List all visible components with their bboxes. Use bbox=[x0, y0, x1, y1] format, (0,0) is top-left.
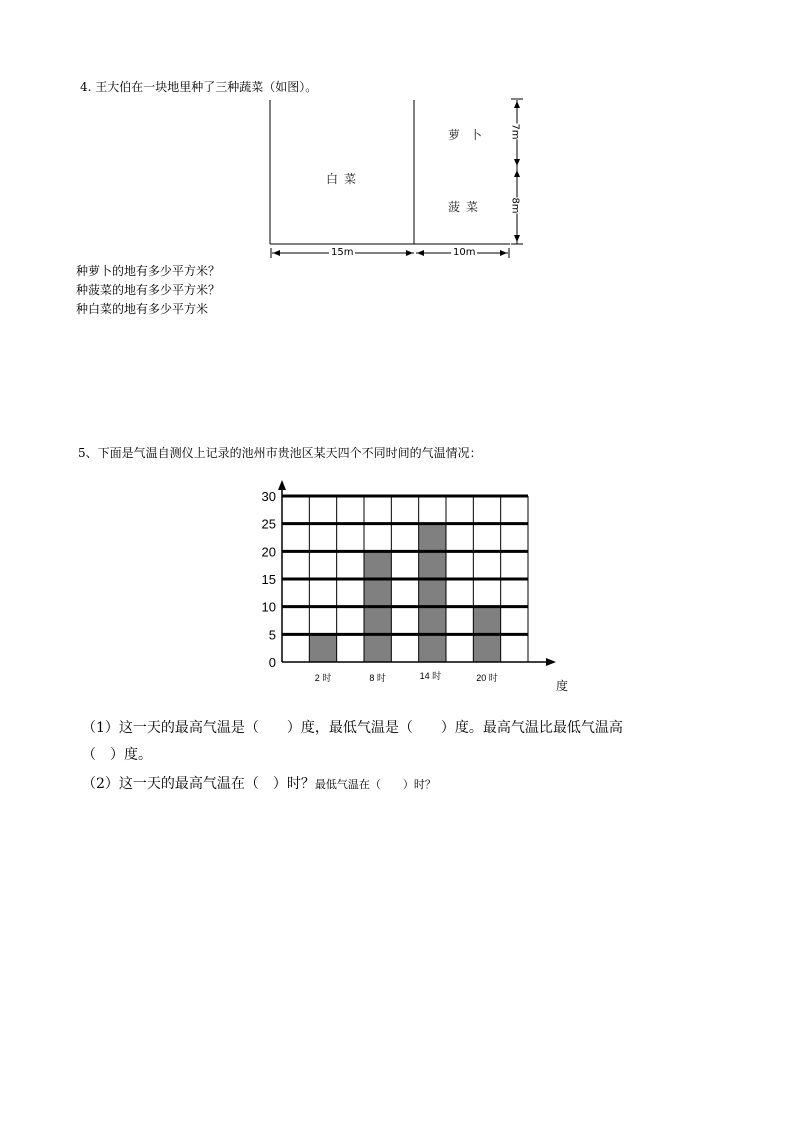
x-category-label: 20 时 bbox=[476, 673, 498, 683]
y-unit-label: 度 bbox=[556, 679, 569, 693]
x-category-label: 14 时 bbox=[419, 671, 442, 681]
width-left-label: 15m bbox=[331, 247, 354, 258]
x-axis-arrow bbox=[546, 658, 556, 666]
q4-question-1: 种萝卜的地有多少平方米？ bbox=[76, 264, 221, 278]
radish-label: 萝卜 bbox=[448, 128, 493, 142]
q5-sub2-part1: （2）这一天的最高气温在（ ）时？ bbox=[82, 776, 315, 792]
y-tick-label: 10 bbox=[261, 599, 276, 615]
x-category-label: 2 时 bbox=[314, 673, 332, 683]
q5-sub1-line1: （1）这一天的最高气温是（ ）度，最低气温是（ ）度。最高气温比最低气温高 bbox=[82, 720, 623, 736]
y-tick-label: 20 bbox=[261, 544, 276, 560]
q4-question-3: 种白菜的地有多少平方米 bbox=[76, 302, 209, 316]
x-category-label: 8 时 bbox=[369, 673, 386, 683]
q5-title: 5、下面是气温自测仪上记录的池州市贵池区某天四个不同时间的气温情况： bbox=[78, 446, 482, 460]
height-bottom-label: 8m bbox=[509, 197, 521, 214]
y-tick-label: 25 bbox=[261, 516, 276, 532]
q5-sub2 bbox=[82, 773, 436, 793]
bar-14时 bbox=[419, 524, 446, 662]
q5-sub2-part2: 最低气温在（ ）时？ bbox=[314, 778, 436, 791]
height-top-label: 7m bbox=[509, 123, 521, 140]
cabbage-label: 白菜 bbox=[326, 172, 363, 186]
y-tick-label: 0 bbox=[268, 655, 276, 670]
bar-2时 bbox=[309, 634, 336, 662]
spinach-label: 菠菜 bbox=[448, 200, 485, 214]
width-right-label: 10m bbox=[453, 247, 476, 258]
q4-question-2: 种菠菜的地有多少平方米？ bbox=[76, 283, 221, 297]
y-tick-label: 15 bbox=[261, 572, 276, 587]
y-axis-arrow bbox=[278, 480, 286, 490]
q5-sub1-line2: （ ）度。 bbox=[82, 747, 152, 763]
q4-title: 4. 王大伯在一块地里种了三种蔬菜（如图）。 bbox=[80, 80, 318, 94]
y-tick-label: 5 bbox=[268, 627, 276, 643]
y-tick-label: 30 bbox=[261, 489, 276, 504]
